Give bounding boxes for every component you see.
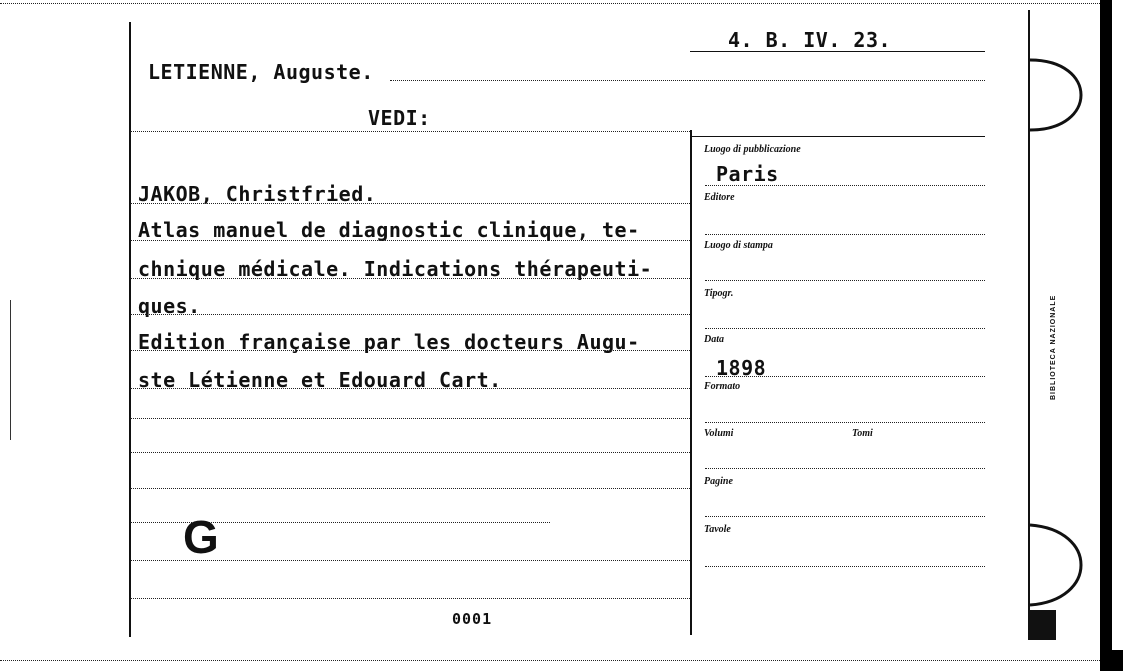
ring-tab-shadow [1030,610,1056,640]
data-value: 1898 [716,356,767,380]
entry-line-1: JAKOB, Christfried. [138,182,377,206]
entry-line-3: chnique médicale. Indications thérapeuti- [138,257,653,281]
entry-line-2: Atlas manuel de diagnostic clinique, te- [138,218,640,242]
bottom-edge-line [0,660,1100,661]
editore-label: Editore [704,192,735,203]
rule-7 [130,388,690,389]
author-line-right [690,80,985,81]
field-rule-7 [705,468,985,469]
tipografia-label: Tipogr. [704,288,734,299]
field-rule-2 [705,234,985,235]
top-edge-line [0,3,1100,4]
luogo-pubblicazione-value: Paris [716,162,779,186]
tavole-label: Tavole [704,524,731,535]
rule-5 [130,314,690,315]
field-rule-5 [705,376,985,377]
see-label: VEDI: [368,106,431,130]
tomi-label: Tomi [852,428,873,439]
pagine-label: Pagine [704,476,733,487]
rule-2 [130,203,690,204]
scan-edge-bar-bottom [1100,650,1123,671]
data-label: Data [704,334,724,345]
left-margin-rule [129,22,131,637]
rule-10 [130,488,690,489]
side-label: BIBLIOTECA NAZIONALE [1050,294,1057,400]
luogo-stampa-label: Luogo di stampa [704,240,773,251]
field-rule-4 [705,328,985,329]
shelfmark: 4. B. IV. 23. [728,28,892,52]
footer-number: 0001 [452,610,493,628]
shelfmark-underline [690,51,985,52]
stamp-letter: G [183,511,219,563]
rule-1 [130,131,690,132]
author-heading: LETIENNE, Auguste. [148,60,374,84]
formato-label: Formato [704,381,741,392]
rule-4 [130,278,690,279]
volumi-label: Volumi [704,428,734,439]
field-rule-1 [705,185,985,186]
field-top-rule [690,136,985,137]
column-divider [690,130,692,635]
author-line [390,80,690,81]
rule-8 [130,418,690,419]
luogo-pubblicazione-label: Luogo di pubblicazione [704,144,801,155]
scan-edge-bar [1100,0,1112,671]
rule-9 [130,452,690,453]
entry-line-5: Edition française par les docteurs Augu- [138,330,640,354]
rule-6 [130,350,690,351]
entry-line-6: ste Létienne et Edouard Cart. [138,368,502,392]
field-rule-3 [705,280,985,281]
field-rule-9 [705,566,985,567]
field-rule-8 [705,516,985,517]
field-rule-6 [705,422,985,423]
rule-13 [130,598,690,599]
rule-3 [130,240,690,241]
left-margin-mark [0,300,11,440]
entry-line-4: ques. [138,294,201,318]
binder-ring-top-icon [1028,55,1088,135]
binder-ring-bottom-icon [1028,520,1088,610]
